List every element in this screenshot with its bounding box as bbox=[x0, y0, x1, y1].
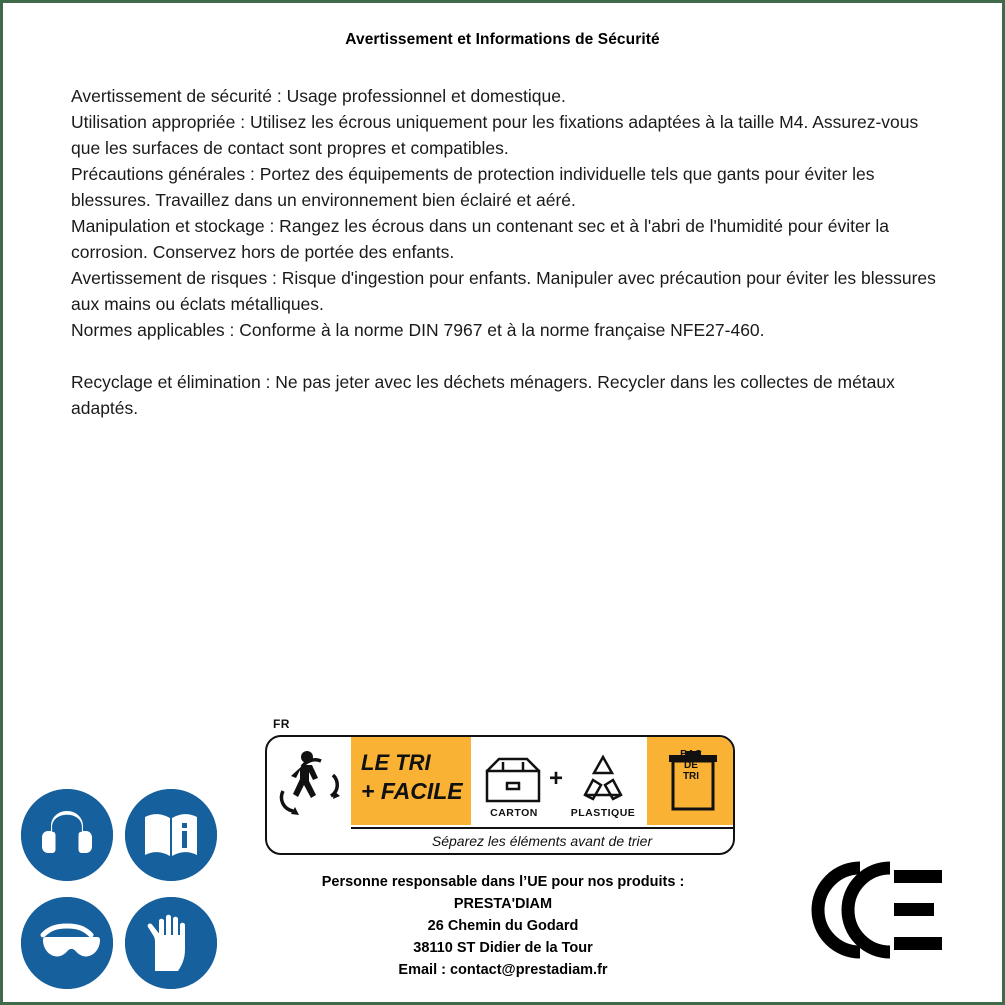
country-code-label: FR bbox=[273, 717, 290, 731]
tri-box bbox=[265, 735, 735, 855]
plus-separator: + bbox=[549, 765, 564, 792]
paragraph-risk-warning: Avertissement de risques : Risque d'ingestion pour enfants. Manipuler avec précaution pour éviter les blessures aux mains ou éclats métalliques. bbox=[71, 268, 936, 314]
address-line-2: 38110 ST Didier de la Tour bbox=[413, 940, 593, 956]
plastique-label: PLASTIQUE bbox=[570, 807, 636, 819]
bin-text bbox=[663, 749, 719, 782]
tri-slogan-line2: + FACILE bbox=[361, 778, 463, 804]
bin-text-line1: BAC bbox=[680, 749, 702, 760]
paragraph-general-precautions: Précautions générales : Portez des équipements de protection individuelle tels que gants pour éviter les blessures. Travaillez dans un environnement bien éclairé et aéré. bbox=[71, 164, 875, 210]
page-title: Avertissement et Informations de Sécurité bbox=[345, 31, 660, 48]
ear-protection-icon bbox=[21, 789, 113, 881]
carton-box-icon bbox=[481, 753, 545, 805]
responsible-person-block bbox=[203, 871, 803, 981]
tri-slogan bbox=[361, 749, 471, 805]
read-instructions-icon bbox=[125, 789, 217, 881]
ce-mark-icon bbox=[798, 858, 958, 963]
company-name: PRESTA'DIAM bbox=[453, 896, 553, 912]
address-line-1: 26 Chemin du Godard bbox=[427, 918, 579, 934]
info-tri-label bbox=[265, 717, 735, 852]
paragraph-recycling: Recyclage et élimination : Ne pas jeter avec les déchets ménagers. Recycler dans les collectes de métaux adaptés. bbox=[71, 372, 895, 418]
eye-protection-icon bbox=[21, 897, 113, 989]
recycle-loop-icon bbox=[573, 753, 633, 805]
paragraph-handling-storage: Manipulation et stockage : Rangez les écrous dans un contenant sec et à l'abri de l'humidité pour éviter la corrosion. Conservez hors de portée des enfants. bbox=[71, 216, 889, 262]
safety-text-block bbox=[71, 83, 951, 421]
tri-slogan-line1: LE TRI bbox=[361, 750, 431, 775]
triman-figure-icon bbox=[277, 745, 347, 819]
carton-label: CARTON bbox=[490, 807, 538, 819]
bin-text-line3: TRI bbox=[682, 771, 700, 782]
tri-footer-text: Séparez les éléments avant de trier bbox=[351, 827, 733, 855]
paragraph-appropriate-use: Utilisation appropriée : Utilisez les écrous uniquement pour les fixations adaptées à la taille M4. Assurez-vous que les surfaces de contact sont propres et compatibles. bbox=[71, 112, 919, 158]
contact-email: Email : contact@prestadiam.fr bbox=[398, 962, 608, 978]
bin-text-line2: DE bbox=[684, 760, 698, 771]
paragraph-safety-warning: Avertissement de sécurité : Usage professionnel et domestique. bbox=[71, 86, 566, 106]
responsible-heading: Personne responsable dans l’UE pour nos produits : bbox=[321, 874, 685, 890]
paragraph-applicable-standards: Normes applicables : Conforme à la norme DIN 7967 et à la norme française NFE27-460. bbox=[71, 320, 765, 340]
